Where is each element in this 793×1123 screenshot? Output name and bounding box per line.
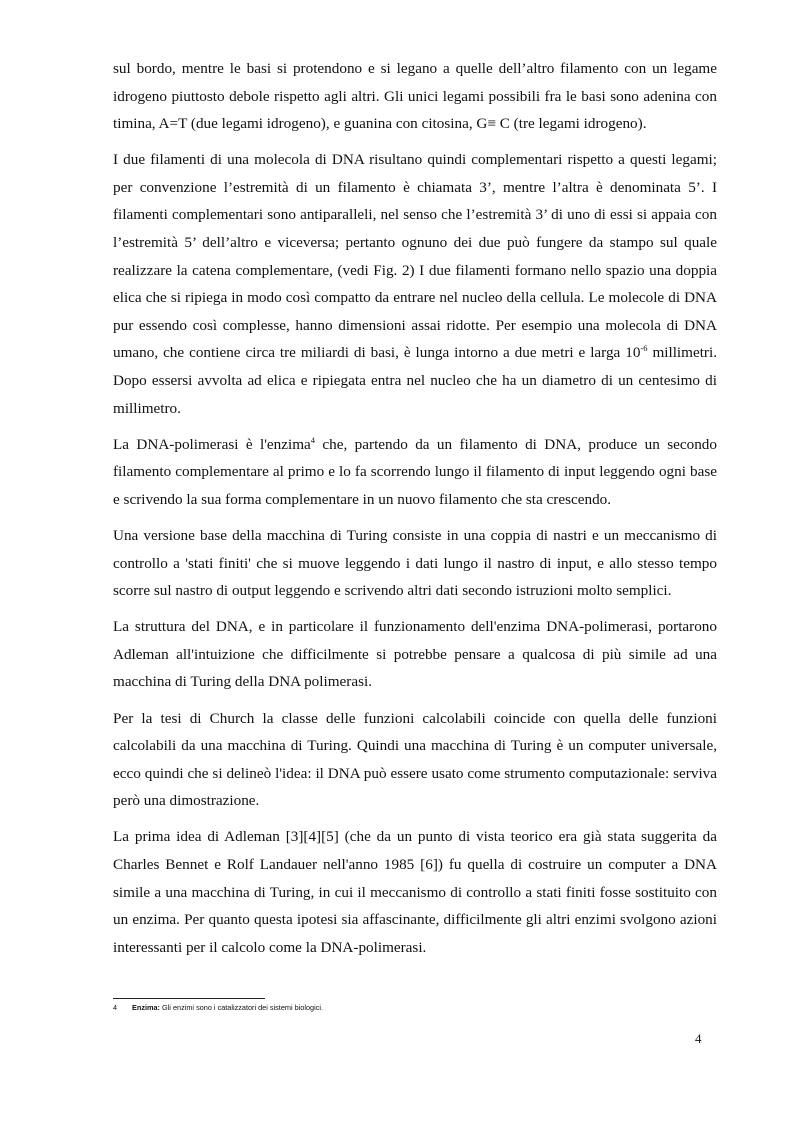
paragraph-adleman-first-idea — [113, 823, 717, 961]
page-number: 4 — [695, 1031, 702, 1046]
paragraph-dna-polymerase — [113, 431, 717, 514]
paragraph-text: I due filamenti di una molecola di DNA risultano quindi complementari rispetto a questi legami; per convenzione l’estremità di un filamento è chiamata 3’, mentre l’altra è denominata 5’. I filamenti complementari sono antiparalleli, nel senso che l’estremità 3’ di uno di essi si appaia con l’estremità 5’ dell’altro e viceversa; pertanto ognuno dei due può fungere da stampo sul quale realizzare la catena complementare, (vedi Fig. 2) I due filamenti formano nello spazio una doppia elica che si ripiega in modo così compatto da entrare nel nucleo della cellula. Le molecole di DNA pur essendo così complesse, hanno dimensioni assai ridotte. Per esempio una molecola di DNA umano, che contiene circa tre miliardi di basi, è lunga intorno a due metri e larga — [113, 151, 717, 362]
paragraph-text-after: che, partendo da un filamento di DNA, produce un secondo filamento complementare al primo e lo fa scorrendo lungo il filamento di input leggendo ogni base e scrivendo la sua forma complementare in un nuovo filamento che sta crescendo. — [113, 435, 717, 508]
footnote-separator — [113, 998, 265, 999]
paragraph-text: Una versione base della macchina di Turing consiste in una coppia di nastri e un meccanismo di controllo a 'stati finiti' che si muove leggendo i dati lungo il nastro di input, e allo stesso tempo scorre sul nastro di output leggendo e scrivendo altri dati secondo istruzioni molto semplici. — [113, 527, 717, 600]
paragraph-turing-machine — [113, 522, 717, 605]
paragraph-adleman-intuition — [113, 613, 717, 696]
footnote-number: 4 — [113, 1003, 118, 1012]
paragraph-text: sul bordo, mentre le basi si protendono e si legano a quelle dell’altro filamento con un legame idrogeno piuttosto debole rispetto agli altri. Gli unici legami possibili fra le basi sono adenina con timina, A=T (due legami idrogeno), e guanina con citosina, G≡ C (tre legami idrogeno). — [113, 60, 717, 133]
paragraph-base-pairing — [113, 55, 717, 138]
footnote-reference[interactable]: 4 — [310, 434, 316, 445]
paragraph-text: La struttura del DNA, e in particolare il funzionamento dell'enzima DNA-polimerasi, portarono Adleman all'intuizione che difficilmente si potrebbe pensare a qualcosa di più simile ad una macchina di Turing della DNA polimerasi. — [113, 618, 717, 691]
paragraph-text: Per la tesi di Church la classe delle funzioni calcolabili coincide con quella delle funzioni calcolabili da una macchina di Turing. Quindi una macchina di Turing è un computer universale, ecco quindi che si delineò l'idea: il DNA può essere usato come strumento computazionale: serviva però una dimostrazione. — [113, 709, 717, 810]
paragraph-complementary-strands — [113, 146, 717, 422]
paragraph-church-thesis — [113, 705, 717, 815]
paragraph-text: La DNA-polimerasi è l'enzima — [113, 435, 311, 453]
exponent-power: -6 — [640, 343, 648, 354]
exponent-base: 10 — [625, 344, 641, 362]
body-text — [113, 55, 717, 970]
footnote-term: Enzima: — [132, 1003, 160, 1012]
footnote — [113, 1003, 717, 1013]
footnote-text: Gli enzimi sono i catalizzatori dei sistemi biologici. — [159, 1003, 324, 1012]
paragraph-text: La prima idea di Adleman [3][4][5] (che da un punto di vista teorico era già stata suggerita da Charles Bennet e Rolf Landauer nell'anno 1985 [6]) fu quella di costruire un computer a DNA simile a una macchina di Turing, in cui il meccanismo di controllo a stati finiti fosse sostituito con un enzima. Per quanto questa ipotesi sia affascinante, difficilmente gli altri enzimi svolgono azioni interessanti per il calcolo come la DNA-polimerasi. — [113, 828, 717, 956]
paragraph-text-after: millimetri. Dopo essersi avvolta ad elica e ripiegata entra nel nucleo che ha un diametro di un centesimo di millimetro. — [113, 344, 717, 417]
